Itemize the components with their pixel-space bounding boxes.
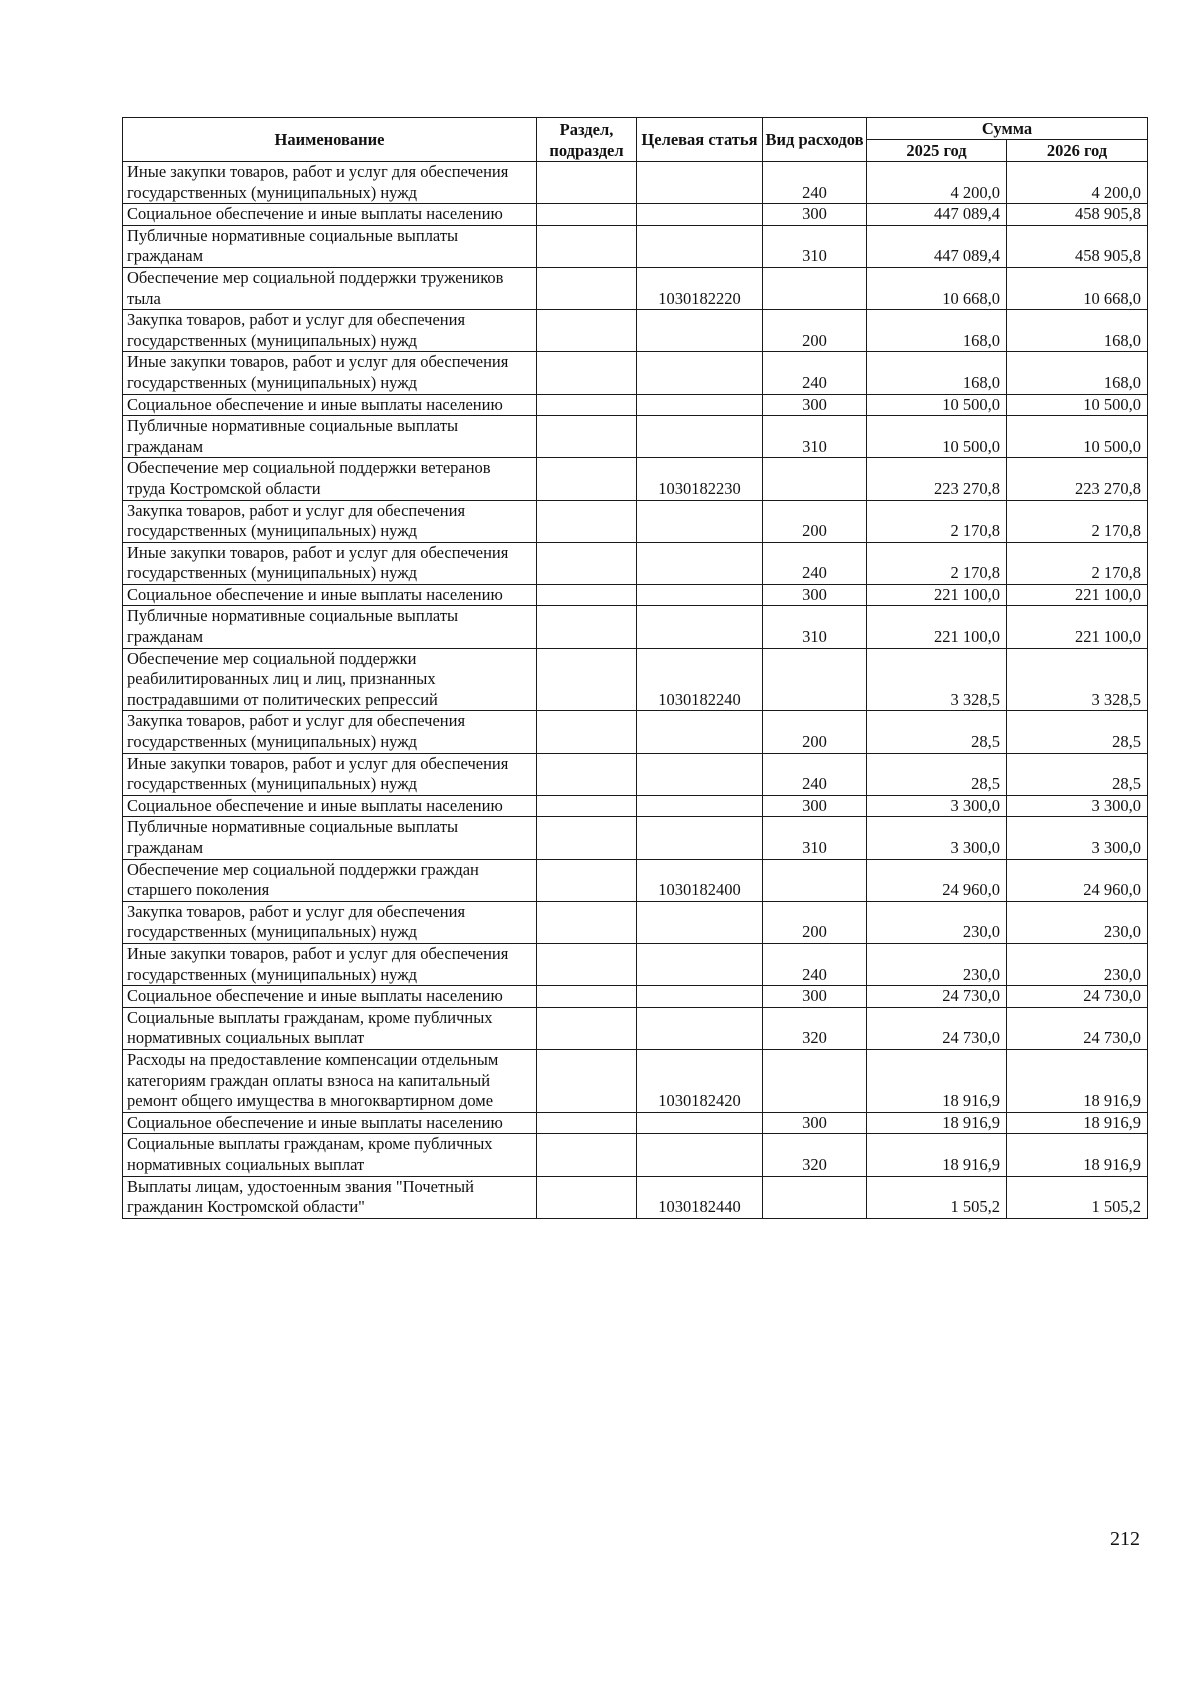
row-value-2025-cell: 221 100,0 [867,584,1007,606]
row-section-cell [537,1007,637,1049]
row-name-cell: Публичные нормативные социальные выплаты гражданам [123,817,537,859]
header-kind: Вид расходов [763,118,867,162]
header-target: Целевая статья [637,118,763,162]
row-value-2026-cell: 168,0 [1007,310,1148,352]
row-value-2025-cell: 230,0 [867,901,1007,943]
row-target-cell: 1030182440 [637,1176,763,1218]
table-row [123,1112,1148,1134]
row-section-cell [537,458,637,500]
row-value-2026-cell: 168,0 [1007,352,1148,394]
row-value-2025-cell: 4 200,0 [867,162,1007,204]
row-name-cell: Закупка товаров, работ и услуг для обеспечения государственных (муниципальных) нужд [123,711,537,753]
row-kind-cell: 200 [763,500,867,542]
table-row [123,648,1148,711]
row-value-2025-cell: 168,0 [867,310,1007,352]
row-section-cell [537,648,637,711]
row-section-cell [537,500,637,542]
row-section-cell [537,943,637,985]
row-value-2025-cell: 10 500,0 [867,394,1007,416]
row-value-2026-cell: 223 270,8 [1007,458,1148,500]
row-value-2026-cell: 10 500,0 [1007,394,1148,416]
row-value-2025-cell: 24 730,0 [867,986,1007,1008]
row-kind-cell: 300 [763,795,867,817]
row-name-cell: Закупка товаров, работ и услуг для обеспечения государственных (муниципальных) нужд [123,901,537,943]
row-value-2026-cell: 458 905,8 [1007,225,1148,267]
table-row [123,310,1148,352]
row-kind-cell: 310 [763,606,867,648]
row-target-cell: 1030182400 [637,859,763,901]
row-value-2026-cell: 230,0 [1007,943,1148,985]
table-row [123,1049,1148,1112]
row-section-cell [537,795,637,817]
row-target-cell [637,943,763,985]
row-section-cell [537,986,637,1008]
row-value-2025-cell: 18 916,9 [867,1134,1007,1176]
row-target-cell: 1030182220 [637,267,763,309]
row-target-cell [637,711,763,753]
row-target-cell: 1030182240 [637,648,763,711]
row-section-cell [537,352,637,394]
row-value-2025-cell: 18 916,9 [867,1049,1007,1112]
budget-table-sheet [122,117,1147,1219]
row-section-cell [537,162,637,204]
row-value-2025-cell: 3 300,0 [867,795,1007,817]
row-value-2025-cell: 1 505,2 [867,1176,1007,1218]
row-value-2025-cell: 447 089,4 [867,225,1007,267]
row-section-cell [537,394,637,416]
row-name-cell: Иные закупки товаров, работ и услуг для обеспечения государственных (муниципальных) нужд [123,753,537,795]
row-target-cell [637,352,763,394]
row-section-cell [537,1134,637,1176]
row-target-cell: 1030182230 [637,458,763,500]
budget-table [122,117,1148,1219]
row-kind-cell: 200 [763,901,867,943]
row-section-cell [537,1112,637,1134]
table-row [123,267,1148,309]
table-row [123,753,1148,795]
row-target-cell [637,795,763,817]
row-kind-cell: 240 [763,352,867,394]
row-value-2026-cell: 230,0 [1007,901,1148,943]
row-section-cell [537,225,637,267]
row-value-2025-cell: 223 270,8 [867,458,1007,500]
row-kind-cell: 200 [763,711,867,753]
table-row [123,711,1148,753]
row-name-cell: Социальное обеспечение и иные выплаты населению [123,394,537,416]
table-row [123,458,1148,500]
row-kind-cell: 300 [763,986,867,1008]
row-section-cell [537,267,637,309]
row-name-cell: Обеспечение мер социальной поддержки ветеранов труда Костромской области [123,458,537,500]
table-row [123,394,1148,416]
row-target-cell [637,162,763,204]
row-value-2025-cell: 3 328,5 [867,648,1007,711]
table-row [123,606,1148,648]
row-target-cell [637,500,763,542]
row-kind-cell [763,267,867,309]
row-target-cell [637,986,763,1008]
row-value-2026-cell: 24 960,0 [1007,859,1148,901]
row-value-2025-cell: 230,0 [867,943,1007,985]
row-target-cell [637,1112,763,1134]
row-target-cell [637,1134,763,1176]
row-name-cell: Социальное обеспечение и иные выплаты населению [123,204,537,226]
row-kind-cell: 240 [763,943,867,985]
row-value-2025-cell: 3 300,0 [867,817,1007,859]
row-value-2026-cell: 458 905,8 [1007,204,1148,226]
row-kind-cell [763,1049,867,1112]
header-name: Наименование [123,118,537,162]
row-value-2026-cell: 221 100,0 [1007,606,1148,648]
table-row [123,986,1148,1008]
row-kind-cell: 300 [763,584,867,606]
row-target-cell [637,584,763,606]
row-value-2026-cell: 24 730,0 [1007,1007,1148,1049]
row-value-2026-cell: 2 170,8 [1007,500,1148,542]
row-target-cell [637,204,763,226]
row-value-2026-cell: 18 916,9 [1007,1134,1148,1176]
row-name-cell: Обеспечение мер социальной поддержки реабилитированных лиц и лиц, признанных пострадавшими от политических репрессий [123,648,537,711]
row-name-cell: Социальное обеспечение и иные выплаты населению [123,1112,537,1134]
row-name-cell: Социальные выплаты гражданам, кроме публичных нормативных социальных выплат [123,1007,537,1049]
row-kind-cell: 300 [763,394,867,416]
row-name-cell: Выплаты лицам, удостоенным звания "Почетный гражданин Костромской области" [123,1176,537,1218]
row-value-2026-cell: 3 300,0 [1007,817,1148,859]
table-row [123,859,1148,901]
row-name-cell: Иные закупки товаров, работ и услуг для обеспечения государственных (муниципальных) нужд [123,943,537,985]
row-value-2025-cell: 18 916,9 [867,1112,1007,1134]
table-row [123,1176,1148,1218]
table-row [123,204,1148,226]
row-value-2025-cell: 10 668,0 [867,267,1007,309]
row-target-cell [637,753,763,795]
row-value-2025-cell: 2 170,8 [867,500,1007,542]
row-kind-cell: 300 [763,1112,867,1134]
row-kind-cell: 320 [763,1007,867,1049]
row-value-2025-cell: 24 960,0 [867,859,1007,901]
row-kind-cell [763,458,867,500]
header-section: Раздел, подраздел [537,118,637,162]
row-kind-cell [763,648,867,711]
row-name-cell: Публичные нормативные социальные выплаты гражданам [123,225,537,267]
row-value-2026-cell: 28,5 [1007,753,1148,795]
row-target-cell [637,606,763,648]
row-section-cell [537,859,637,901]
row-name-cell: Обеспечение мер социальной поддержки тружеников тыла [123,267,537,309]
row-section-cell [537,817,637,859]
row-section-cell [537,584,637,606]
row-section-cell [537,753,637,795]
row-name-cell: Иные закупки товаров, работ и услуг для обеспечения государственных (муниципальных) нужд [123,542,537,584]
row-kind-cell: 300 [763,204,867,226]
table-row [123,416,1148,458]
row-name-cell: Социальное обеспечение и иные выплаты населению [123,795,537,817]
row-section-cell [537,711,637,753]
row-name-cell: Иные закупки товаров, работ и услуг для обеспечения государственных (муниципальных) нужд [123,162,537,204]
table-row [123,225,1148,267]
row-value-2026-cell: 18 916,9 [1007,1112,1148,1134]
table-row [123,1134,1148,1176]
row-target-cell [637,542,763,584]
row-value-2025-cell: 10 500,0 [867,416,1007,458]
row-kind-cell: 240 [763,542,867,584]
row-value-2025-cell: 168,0 [867,352,1007,394]
table-row [123,352,1148,394]
row-target-cell [637,416,763,458]
row-value-2026-cell: 4 200,0 [1007,162,1148,204]
table-row [123,584,1148,606]
table-row [123,817,1148,859]
row-target-cell [637,817,763,859]
row-target-cell [637,394,763,416]
row-value-2025-cell: 28,5 [867,753,1007,795]
row-section-cell [537,310,637,352]
row-kind-cell: 200 [763,310,867,352]
row-target-cell [637,225,763,267]
row-value-2026-cell: 221 100,0 [1007,584,1148,606]
row-kind-cell: 240 [763,162,867,204]
table-row [123,901,1148,943]
row-kind-cell: 240 [763,753,867,795]
row-target-cell: 1030182420 [637,1049,763,1112]
row-name-cell: Обеспечение мер социальной поддержки граждан старшего поколения [123,859,537,901]
row-name-cell: Закупка товаров, работ и услуг для обеспечения государственных (муниципальных) нужд [123,310,537,352]
row-value-2026-cell: 10 668,0 [1007,267,1148,309]
row-value-2026-cell: 1 505,2 [1007,1176,1148,1218]
row-value-2025-cell: 2 170,8 [867,542,1007,584]
table-row [123,943,1148,985]
table-body [123,162,1148,1219]
row-section-cell [537,416,637,458]
row-name-cell: Публичные нормативные социальные выплаты гражданам [123,416,537,458]
row-value-2026-cell: 3 328,5 [1007,648,1148,711]
row-kind-cell: 310 [763,225,867,267]
row-value-2026-cell: 2 170,8 [1007,542,1148,584]
row-name-cell: Публичные нормативные социальные выплаты гражданам [123,606,537,648]
row-value-2026-cell: 3 300,0 [1007,795,1148,817]
header-year-2025: 2025 год [867,140,1007,162]
header-row-top [123,118,1148,140]
table-row [123,500,1148,542]
page-number: 212 [1110,1528,1140,1550]
row-value-2025-cell: 221 100,0 [867,606,1007,648]
row-name-cell: Социальное обеспечение и иные выплаты населению [123,986,537,1008]
table-row [123,542,1148,584]
row-target-cell [637,310,763,352]
row-kind-cell [763,1176,867,1218]
table-row [123,162,1148,204]
row-value-2025-cell: 447 089,4 [867,204,1007,226]
row-section-cell [537,1049,637,1112]
row-section-cell [537,1176,637,1218]
row-name-cell: Расходы на предоставление компенсации отдельным категориям граждан оплаты взноса на капитальный ремонт общего имущества в многоквартирном доме [123,1049,537,1112]
table-row [123,795,1148,817]
row-section-cell [537,901,637,943]
row-value-2026-cell: 28,5 [1007,711,1148,753]
row-value-2026-cell: 10 500,0 [1007,416,1148,458]
row-target-cell [637,901,763,943]
row-section-cell [537,606,637,648]
row-value-2025-cell: 28,5 [867,711,1007,753]
row-section-cell [537,542,637,584]
row-value-2025-cell: 24 730,0 [867,1007,1007,1049]
row-kind-cell: 320 [763,1134,867,1176]
header-year-2026: 2026 год [1007,140,1148,162]
row-name-cell: Социальные выплаты гражданам, кроме публичных нормативных социальных выплат [123,1134,537,1176]
row-name-cell: Закупка товаров, работ и услуг для обеспечения государственных (муниципальных) нужд [123,500,537,542]
row-value-2026-cell: 24 730,0 [1007,986,1148,1008]
table-row [123,1007,1148,1049]
row-kind-cell: 310 [763,817,867,859]
row-name-cell: Социальное обеспечение и иные выплаты населению [123,584,537,606]
row-name-cell: Иные закупки товаров, работ и услуг для обеспечения государственных (муниципальных) нужд [123,352,537,394]
header-sum: Сумма [867,118,1148,140]
row-kind-cell [763,859,867,901]
row-target-cell [637,1007,763,1049]
row-section-cell [537,204,637,226]
row-value-2026-cell: 18 916,9 [1007,1049,1148,1112]
row-kind-cell: 310 [763,416,867,458]
